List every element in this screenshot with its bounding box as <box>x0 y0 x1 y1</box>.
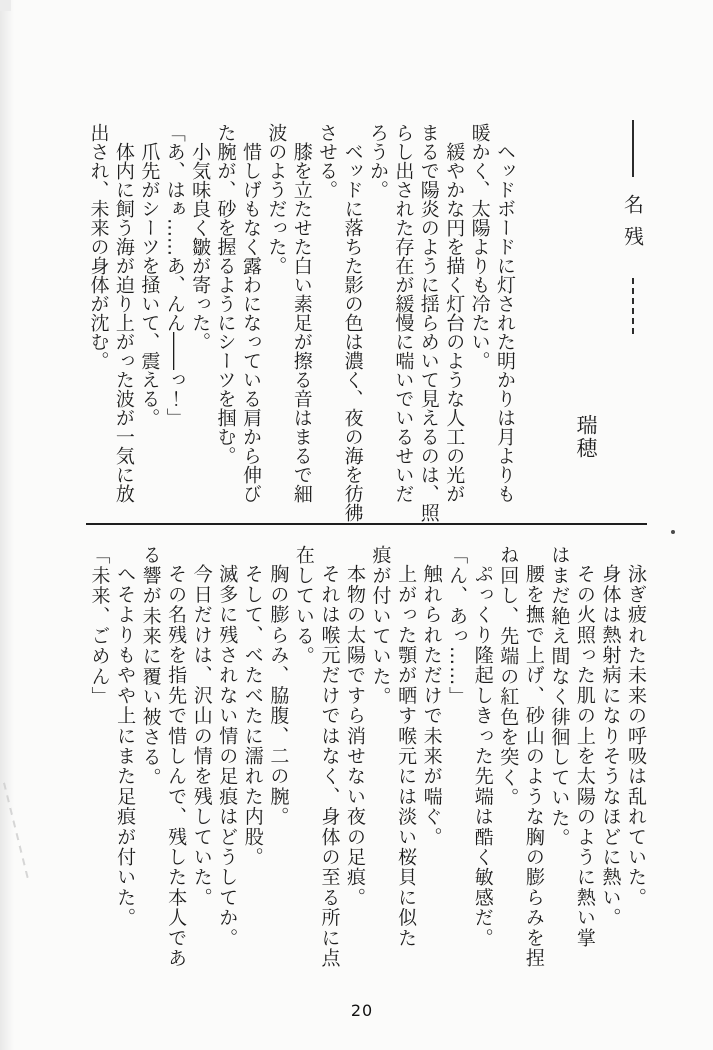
dialogue-line: 「未来、ごめん」 <box>88 545 111 707</box>
text-line: 小気味良く皺が寄った。 <box>189 142 212 351</box>
text-line: 体内に飼う海が迫り上がった波が一気に放 <box>112 142 135 503</box>
text-line: ね回し、先端の紅色を突く。 <box>497 545 520 808</box>
text-line: 暖かく、太陽よりも冷たい。 <box>468 123 491 370</box>
text-line: 緩やかな円を描く灯台のような人工の光が <box>443 142 466 503</box>
text-line: その名残を指先で惜しんで、残した本人であ <box>165 564 188 968</box>
text-line: 今日だけは、沢山の情を残していた。 <box>190 564 213 908</box>
text-line: 泳ぎ疲れた未来の呼吸は乱れていた。 <box>625 564 647 908</box>
text-line: そして、べたべたに濡れた内股。 <box>241 564 264 867</box>
scan-edge-shading <box>0 0 14 1050</box>
text-line: 在している。 <box>292 545 315 667</box>
text-line: はまだ絶え間なく徘徊していた。 <box>548 545 571 848</box>
scan-corner-artifact <box>0 0 11 11</box>
text-line: ぷっくり隆起しきった先端は酷く敏感だ。 <box>471 564 494 948</box>
text-line: 胸の膨らみ、脇腹、二の腕。 <box>267 564 290 827</box>
text-line: その火照った肌の上を太陽のように熱い掌 <box>573 564 596 948</box>
text-line: らし出された存在が緩慢に喘いでいるせいだ <box>392 123 415 503</box>
text-line: へそよりもやや上にまた足痕が付いた。 <box>114 564 137 928</box>
title-rule-top <box>632 120 634 177</box>
text-line: 出され、未来の身体が沈む。 <box>87 123 110 370</box>
text-line: 痕が付いていた。 <box>369 545 392 707</box>
text-line: 身体は熱射病になりそうなほどに熱い。 <box>599 564 622 928</box>
top-text-section <box>85 123 517 522</box>
page-number: 20 <box>350 1001 374 1020</box>
dialogue-line: 「あ、はぁ……あ、んん――っ！」 <box>163 123 186 427</box>
text-line: それは喉元だけではなく、身体の至る所に点 <box>318 564 341 968</box>
text-line: 膝を立たせた白い素足が擦る音はまるで細 <box>290 142 313 503</box>
text-line: 滅多に残されない情の足痕はどうしてか。 <box>216 564 239 948</box>
text-line: 惜しげもなく露わになっている肩から伸び <box>239 142 262 503</box>
text-line: 上がった顎が晒す喉元には淡い桜貝に似た <box>395 564 418 948</box>
title-rule-bottom <box>632 278 634 334</box>
fold-crease <box>3 783 29 879</box>
text-line: 爪先がシーツを掻いて、震える。 <box>138 142 161 427</box>
text-line: まるで陽炎のように揺らめいて見えるのは、照 <box>417 123 440 522</box>
page-title: 名残 <box>620 194 645 258</box>
text-line: 腰を撫で上げ、砂山のような胸の膨らみを捏 <box>522 564 545 968</box>
text-line: ろうか。 <box>366 123 389 199</box>
bottom-text-section <box>86 545 648 985</box>
text-line: 本物の太陽ですら消せない夜の足痕。 <box>343 564 366 908</box>
text-line: た腕が、砂を握るようにシーツを掴む。 <box>214 123 237 465</box>
text-line: ヘッドボードに灯された明かりは月よりも <box>494 142 516 503</box>
text-line: る響が未来に覆い被さる。 <box>139 545 162 788</box>
author-name: 瑞穂 <box>574 414 598 460</box>
text-line: させる。 <box>316 123 339 199</box>
text-line: ベッドに落ちた影の色は濃く、夜の海を彷彿 <box>341 142 364 522</box>
ink-speck <box>671 530 675 534</box>
section-divider <box>86 523 647 525</box>
dialogue-line: 「ん、あっ……」 <box>446 545 469 707</box>
text-line: 波のようだった。 <box>265 123 288 275</box>
text-line: 触れられただけで未来が喘ぐ。 <box>420 564 443 847</box>
title-column <box>622 120 644 334</box>
